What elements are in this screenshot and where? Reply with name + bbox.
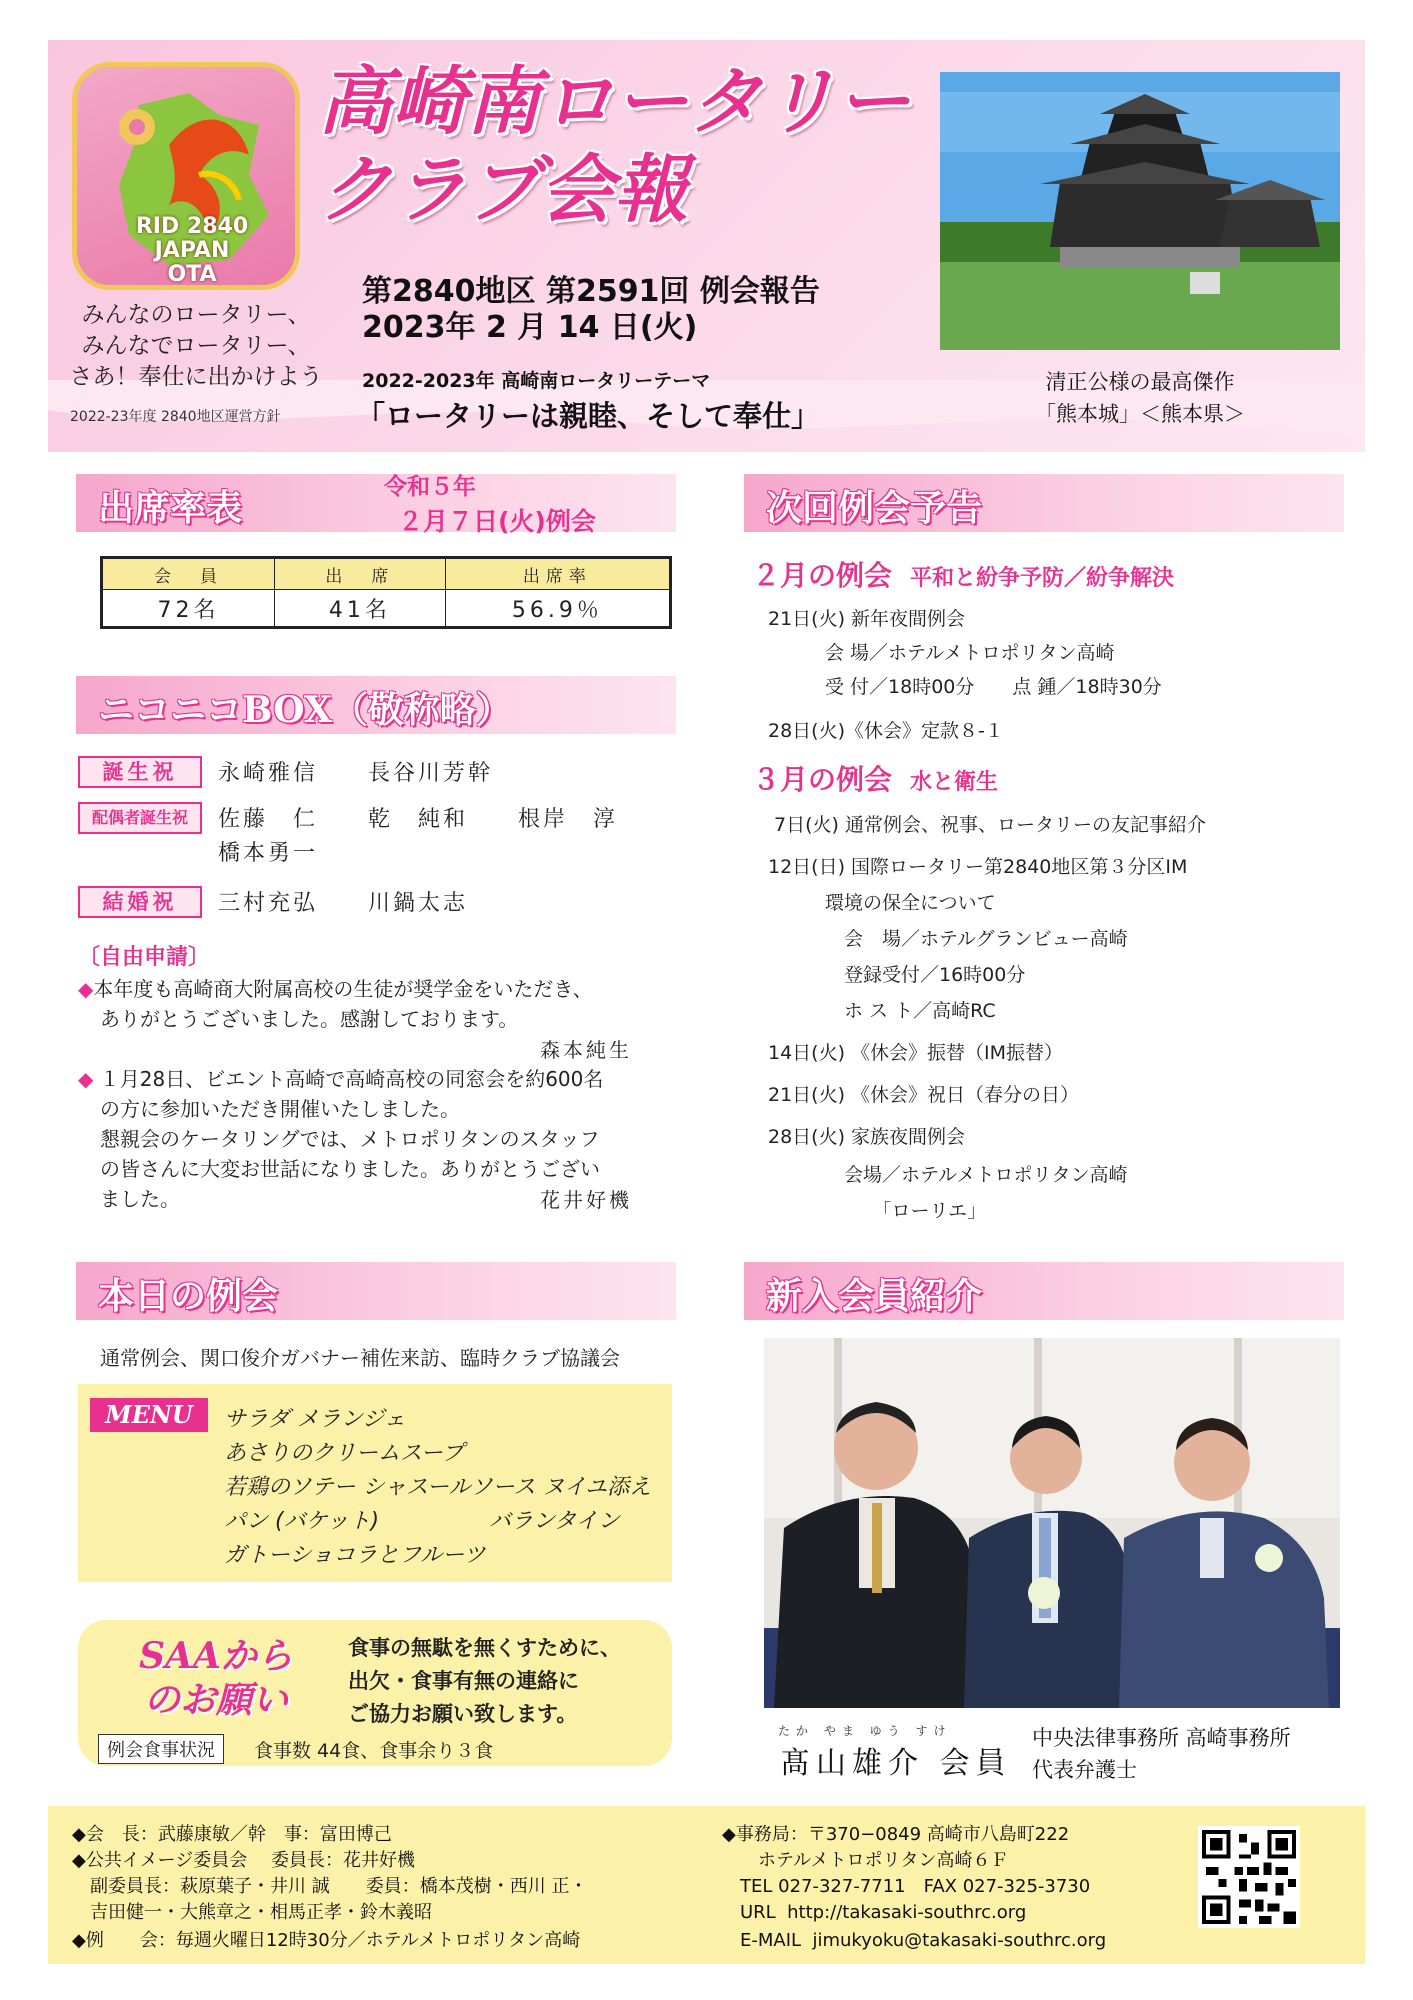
diamond-bullet-icon: ◆	[78, 1067, 94, 1091]
month-theme: 平和と紛争予防／紛争解決	[910, 566, 1175, 591]
slogan	[66, 300, 326, 393]
schedule-line: 受 付／18時00分 点 鍾／18時30分	[768, 676, 1162, 698]
club-theme: 「ロータリーは親睦、そして奉仕」	[356, 399, 821, 433]
schedule-line: 7日(火) 通常例会、祝事、ロータリーの友記事紹介	[768, 814, 1206, 836]
schedule-line: 21日(火) 《休会》祝日（春分の日）	[768, 1084, 1080, 1106]
birthday-tag: 誕生祝	[78, 756, 202, 788]
signature: 花井好機	[540, 1188, 632, 1212]
free-item-1	[78, 974, 678, 1034]
member-role: 代表弁護士	[1032, 1758, 1137, 1782]
logo-text-line: OTA	[167, 262, 217, 287]
today-meeting-section-header	[76, 1262, 676, 1320]
slogan-line: さあ！奉仕に出かけよう	[69, 364, 323, 390]
wedding-tag: 結婚祝	[78, 886, 202, 918]
new-member-section-header	[744, 1262, 1344, 1320]
theme-label: 2022-2023年 高崎南ロータリーテーマ	[362, 370, 711, 392]
member-name-reading: たか やま ゆう すけ	[778, 1724, 952, 1738]
member-office: 中央法律事務所 高崎事務所	[1032, 1726, 1291, 1750]
schedule-line: 12日(日) 国際ロータリー第2840地区第３分区IM	[768, 856, 1188, 878]
schedule-line: 登録受付／16時00分	[768, 964, 1026, 986]
footer-line: TEL 027-327-7711 FAX 027-325-3730	[722, 1876, 1091, 1897]
free-application-heading: 〔自由申請〕	[78, 945, 211, 970]
attendance-date: ２月７日(火)例会	[398, 507, 596, 536]
footer-line: ◆会 長：武藤康敏／幹 事：富田博己	[72, 1824, 392, 1845]
menu-item: あさりのクリームスープ	[224, 1441, 464, 1466]
february-heading	[752, 554, 1174, 594]
saa-message-line: ご協力お願い致します。	[348, 1702, 578, 1726]
text-line: 懇親会のケータリングでは、メトロポリタンのスタッフ	[100, 1127, 600, 1151]
menu-item: サラダ メランジェ	[224, 1407, 406, 1432]
menu-item: ガトーショコラとフルーツ	[224, 1543, 486, 1568]
new-member-photo	[764, 1338, 1340, 1708]
footer-line: ◆例 会：毎週火曜日12時30分／ホテルメトロポリタン高崎	[72, 1930, 581, 1951]
next-meeting-section-header	[744, 474, 1344, 532]
column-header: 出席率	[445, 558, 670, 590]
table-header-row	[102, 558, 671, 590]
diamond-bullet-icon: ◆	[78, 977, 94, 1001]
spouse-birthday-names: 橋本勇一	[218, 841, 319, 866]
castle-photo	[940, 72, 1340, 350]
schedule-line: 会 場／ホテルグランビュー高崎	[768, 928, 1128, 950]
attendance-table	[100, 556, 672, 629]
saa-title-line: のお願い	[143, 1679, 288, 1721]
column-header: 出 席	[275, 558, 446, 590]
month-label: ２月の例会	[752, 559, 893, 592]
schedule-line: 会 場／ホテルメトロポリタン高崎	[768, 642, 1115, 664]
slogan-line: みんなでロータリー、	[81, 333, 311, 359]
text-line: ました。	[100, 1187, 180, 1211]
schedule-line: 「ローリエ」	[768, 1200, 987, 1222]
logo-text-line: JAPAN	[154, 238, 230, 263]
today-description: 通常例会、関口俊介ガバナー補佐来訪、臨時クラブ協議会	[100, 1346, 620, 1370]
menu-item: 若鶏のソテー シャスールソース ヌイユ添え	[224, 1475, 652, 1500]
schedule-line: 環境の保全について	[768, 892, 996, 914]
section-title: 次回例会予告	[766, 487, 983, 529]
footer-link-email[interactable]: E-MAIL jimukyoku@takasaki-southrc.org	[722, 1930, 1107, 1951]
report-number: 第2840地区 第2591回 例会報告	[362, 274, 820, 309]
schedule-line: 28日(火)《休会》定款８-１	[768, 720, 1004, 742]
schedule-line: 14日(火) 《休会》振替（IM振替）	[768, 1042, 1064, 1064]
castle-caption: 清正公様の最高傑作	[1045, 370, 1235, 394]
table-cell: 72名	[102, 590, 275, 628]
spouse-birthday-names: 佐藤 仁 乾 純和 根岸 淳	[218, 807, 619, 832]
saa-message	[348, 1632, 621, 1731]
text-line: 本年度も高崎商大附属高校の生徒が奨学金をいただき、	[93, 977, 593, 1001]
section-title: 本日の例会	[98, 1275, 279, 1317]
menu-item: パン (バケット) バランタイン	[224, 1509, 620, 1534]
text-line: ありがとうございました。感謝しております。	[100, 1007, 519, 1031]
saa-message-line: 出欠・食事有無の連絡に	[348, 1669, 579, 1693]
footer-line: 吉田健一・大熊章之・相馬正孝・鈴木義昭	[72, 1902, 432, 1923]
member-name: 髙山雄介 会員	[780, 1746, 1012, 1781]
castle-caption: 「熊本城」＜熊本県＞	[1035, 402, 1245, 426]
table-cell: 56.9％	[445, 590, 670, 628]
section-title: 新入会員紹介	[766, 1275, 983, 1317]
meal-status-tag: 例会食事状況	[98, 1734, 224, 1764]
text-line: の方に参加いただき開催いたしました。	[100, 1097, 460, 1121]
footer-line: ◆事務局：〒370−0849 高崎市八島町222	[722, 1824, 1070, 1845]
meal-status: 食事数 44食、食事余り３食	[254, 1740, 494, 1762]
club-logo	[72, 62, 300, 290]
menu-label: MENU	[90, 1398, 208, 1432]
footer-line: ホテルメトロポリタン高崎６Ｆ	[722, 1850, 1009, 1871]
section-title: ニコニコBOX（敬称略）	[98, 689, 512, 731]
title-line-1: 高崎南ロータリー	[318, 59, 910, 145]
schedule-line: ホ ス ト／高崎RC	[768, 1000, 996, 1022]
logo-text	[117, 215, 267, 287]
saa-title	[96, 1634, 336, 1722]
month-label: ３月の例会	[752, 763, 893, 796]
niko-box-section-header	[76, 676, 676, 734]
footer-line: 副委員長：萩原葉子・井川 誠 委員：橋本茂樹・西川 正・	[72, 1876, 588, 1897]
bulletin-title	[318, 58, 938, 234]
schedule-line: 28日(火) 家族夜間例会	[768, 1126, 966, 1148]
footer-line: ◆公共イメージ委員会 委員長：花井好機	[72, 1850, 416, 1871]
birthday-names: 永崎雅信 長谷川芳幹	[218, 761, 494, 786]
spouse-birthday-tag: 配偶者誕生祝	[78, 802, 202, 834]
column-header: 会 員	[102, 558, 275, 590]
slogan-line: みんなのロータリー、	[81, 302, 311, 328]
report-date: 2023年 2 月 14 日(火)	[362, 310, 698, 345]
text-line: １月28日、ビエント高崎で高崎高校の同窓会を約600名	[93, 1067, 604, 1091]
march-heading	[752, 758, 998, 798]
attendance-era-year: 令和５年	[384, 474, 476, 500]
section-title: 出席率表	[98, 487, 243, 529]
month-theme: 水と衛生	[910, 770, 999, 795]
qr-code-icon[interactable]	[1198, 1826, 1300, 1928]
title-line-2: クラブ会報	[318, 147, 688, 233]
district-policy: 2022-23年度 2840地区運営方針	[70, 409, 281, 425]
saa-title-line: SAAから	[139, 1635, 293, 1677]
schedule-line: 21日(火) 新年夜間例会	[768, 608, 966, 630]
saa-message-line: 食事の無駄を無くすために、	[348, 1636, 621, 1660]
signature: 森本純生	[540, 1038, 632, 1062]
schedule-line: 会場／ホテルメトロポリタン高崎	[768, 1164, 1128, 1186]
footer-link-url[interactable]: URL http://takasaki-southrc.org	[722, 1902, 1027, 1923]
logo-text-line: RID 2840	[135, 214, 249, 239]
table-row	[102, 590, 671, 628]
wedding-names: 三村充弘 川鍋太志	[218, 891, 469, 916]
text-line: の皆さんに大変お世話になりました。ありがとうござい	[100, 1157, 600, 1181]
table-cell: 41名	[275, 590, 446, 628]
